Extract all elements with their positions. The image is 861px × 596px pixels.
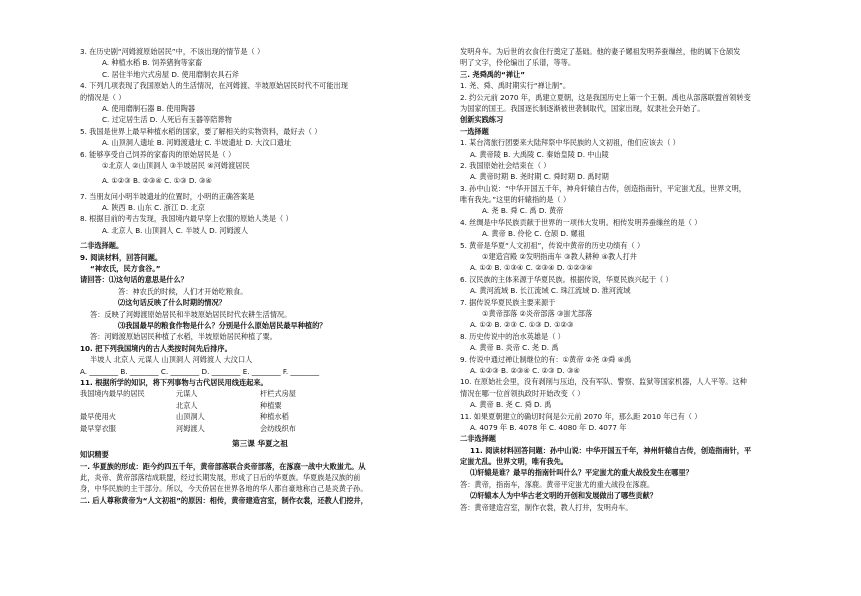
right-line: 唯有我先。”这里的轩辕指的是（ ） xyxy=(460,195,571,205)
match-cell: 河姆渡人 xyxy=(176,423,205,433)
left-lines xyxy=(80,46,440,388)
right-line: 定蚩尤乱。世界文明，唯有我先。 xyxy=(460,457,568,467)
right-line: 2. 我国原始社会结束在（ ） xyxy=(460,160,551,170)
right-line: 为国家的国王。我国逐长制逐渐被世袭制取代，国家出现，奴隶社会开始了。 xyxy=(460,103,705,113)
match-cell: 元谋人 xyxy=(176,389,198,399)
right-line: A. 黄河流域 B. 长江流域 C. 珠江流域 D. 淮河流域 xyxy=(470,286,631,296)
right-line: 8. 历史传说中的治水英雄是（ ） xyxy=(460,331,565,341)
right-line: 10. 在原始社会里，没有剥削与压迫，没有军队、警察、监狱等国家机器，人人平等。这种 xyxy=(460,377,747,387)
right-line: 明了文字，伶伦编出了乐谱，等等。 xyxy=(460,58,576,68)
right-lines xyxy=(460,46,795,513)
right-line: 4. 丝绸是中华民族贡献于世界的一项伟大发明。相传发明养蚕缫丝的是（ ） xyxy=(460,217,702,227)
right-line: ①黄帝部落 ②炎帝部落 ③蚩尤部落 xyxy=(482,308,593,318)
right-line: A. ①②③ B. ②③④ C. ②③ D. ③④ xyxy=(470,365,580,375)
right-line: A. 尧 B. 舜 C. 禹 D. 黄帝 xyxy=(482,206,564,216)
right-line: A. ①② B. ②③ C. ①③ D. ①②③ xyxy=(470,320,574,330)
right-line: 创新实践练习 xyxy=(460,115,504,125)
match-cell: 山顶洞人 xyxy=(176,412,205,422)
left-line: 请回答：⑴这句话的意思是什么？ xyxy=(80,275,188,285)
match-cell: 会纺线织布 xyxy=(260,423,296,433)
right-line: ①建造宫殿 ②发明指南车 ③教人耕种 ④教人打井 xyxy=(482,252,637,262)
left-line: ⑵这句话反映了什么时期的情况？ xyxy=(118,298,226,308)
left-line: A. ________ B. ________ C. ________ D. ________ E. ________ F. ________ xyxy=(80,366,320,376)
right-line: A. 黄帝 B. 伶伦 C. 仓颉 D. 嫘祖 xyxy=(482,229,585,239)
left-line: 答：神农氏的时候，人们才开始吃粮食。 xyxy=(118,286,248,296)
left-line: A. 山顶洞人遗址 B. 河姆渡遗址 C. 半坡遗址 D. 大汶口遗址 xyxy=(102,138,292,148)
right-line: 二非选择题 xyxy=(460,434,496,444)
left-line: C. 居住半地穴式房屋 D. 使用磨制农具石斧 xyxy=(102,69,239,79)
left2-line: 此，炎帝、黄帝部落结成联盟，经过长期发展，形成了日后的华夏族。华夏族是汉族的前 xyxy=(80,473,361,483)
right-line: ⑴轩辕是谁？最早的指南针叫什么？平定蚩尤的重大战役发生在哪里？ xyxy=(470,468,693,478)
left-line: 答：反映了河姆渡原始居民和半坡原始居民时代农耕生活情况。 xyxy=(90,309,292,319)
right-line: 5. 黄帝是华夏“人文初祖”，传说中黄帝的历史功绩有（ ） xyxy=(460,240,645,250)
right-line: 11. 如果夏朝建立的确切时间是公元前 2070 年，那么距 2010 年已有（ ） xyxy=(460,411,702,421)
left-line: 9. 阅读材料，回答问题。 xyxy=(80,252,163,262)
left-line: 6. 能够享受自己饲养的家畜肉的原始居民是（ ） xyxy=(80,149,236,159)
match-cell: 最早穿衣服 xyxy=(80,423,116,433)
left2-line: 第三课 华夏之祖 xyxy=(232,438,288,448)
right-line: 答：黄帝，指南车，涿鹿。黄帝平定蚩尤的重大战役在涿鹿。 xyxy=(460,479,655,489)
right-line: A. 黄帝陵 B. 大禹陵 C. 秦始皇陵 D. 中山陵 xyxy=(470,149,609,159)
right-line: 1. 尧、舜、禹时期实行“禅让制”。 xyxy=(460,81,571,91)
right-line: A. ①② B. ①③④ C. ②③④ D. ①②③④ xyxy=(470,263,593,273)
match-cell: 种植粟 xyxy=(260,400,282,410)
left2-line: 身，中华民族的主干部分。所以，今天侨居在世界各地的华人都自豪地称自己是炎黄子孙。 xyxy=(80,484,368,494)
right-line: 发明舟车。为后世的衣食住行奠定了基础。他的妻子嫘祖发明养蚕缫丝，他的属下仓颉发 xyxy=(460,47,741,56)
left-line: A. 种植水稻 B. 饲养猪狗等家畜 xyxy=(102,58,203,68)
right-line: 11. 阅读材料回答问题：孙中山说：中华开国五千年，神州轩辕自古传，创造指南针，平 xyxy=(470,445,752,455)
right-line: A. 黄帝时期 B. 尧时期 C. 舜时期 D. 禹时期 xyxy=(470,172,609,182)
right-line: 1. 某台湾旅行团要来大陆拜祭中华民族的人文初祖，他们应该去（ ） xyxy=(460,138,680,148)
left-line: A. ①②③ B. ②③④ C. ①③ D. ③④ xyxy=(102,176,212,186)
left-line: 半坡人 北京人 元谋人 山顶洞人 河姆渡人 大汶口人 xyxy=(90,355,253,365)
right-line: 情况在哪一位首领执政时开始改变（ ） xyxy=(460,388,585,398)
right-column xyxy=(460,46,795,513)
left2-line: 知识精要 xyxy=(80,450,109,460)
left-line: C. 过定居生活 D. 人死后有玉器等陪葬物 xyxy=(102,115,232,125)
left-line: ①北京人 ②山顶洞人 ③半坡居民 ④河姆渡居民 xyxy=(102,160,250,170)
left-line: ⑶我国最早的粮食作物是什么？分别是什么原始居民最早种植的？ xyxy=(118,320,327,330)
match-cell: 最早使用火 xyxy=(80,412,116,422)
right-line: A. 4079 年 B. 4078 年 C. 4080 年 D. 4077 年 xyxy=(470,422,627,432)
match-cell xyxy=(80,400,176,411)
right-line: 7. 据传说华夏民族主要来源于 xyxy=(460,297,556,307)
left-line: 3. 在历史剧“河姆渡原始居民”中，不该出现的情节是（ ） xyxy=(80,47,265,56)
right-line: ⑵轩辕本人为中华古老文明的开创和发展做出了哪些贡献？ xyxy=(470,491,657,501)
right-line: A. 黄帝 B. 炎帝 C. 尧 D. 禹 xyxy=(470,343,559,353)
left2-line: 二. 后人尊称黄帝为“人文初祖”的原因：相传，黄帝建造宫室，制作衣裳，还教人们挖井， xyxy=(80,495,368,505)
left-lines-continued xyxy=(80,434,440,506)
right-line: A. 黄帝 B. 尧 C. 舜 D. 禹 xyxy=(470,400,552,410)
left-column xyxy=(80,46,440,506)
match-cell: 杆栏式房屋 xyxy=(260,389,296,399)
left-line: A. 北京人 B. 山顶洞人 C. 半坡人 D. 河姆渡人 xyxy=(102,225,249,235)
left-line: 10. 把下列我国境内的古人类按时间先后排序。 xyxy=(80,343,232,353)
left-line: 5. 我国是世界上最早种植水稻的国家，要了解相关的实物资料，最好去（ ） xyxy=(80,126,322,136)
left-line: A. 陕西 B. 山东 C. 浙江 D. 北京 xyxy=(102,203,205,213)
right-line: 答：黄帝建造宫室，制作衣裳，教人打井，发明舟车。 xyxy=(460,502,633,512)
matching-table xyxy=(80,388,440,434)
left-line: 二非选择题。 xyxy=(80,241,124,251)
match-cell: 种植水稻 xyxy=(260,412,289,422)
right-line: 三. 尧舜禹的“禅让” xyxy=(460,69,525,79)
left-line: A. 使用磨制石器 B. 使用陶器 xyxy=(102,103,196,113)
right-line: 6. 汉民族的主体来源于华夏民族。根据传说，华夏民族兴起于（ ） xyxy=(460,274,673,284)
left-line: 答：河姆渡原始居民种植了水稻，半坡原始居民种植了粟。 xyxy=(90,332,277,342)
right-line: 一选择题 xyxy=(460,126,489,136)
right-line: 2. 约公元前 2070 年，禹建立夏朝，这是我国历史上第一个王朝。禹也从部落联盟首领转变 xyxy=(460,92,751,102)
right-line: 3. 孙中山说：“中华开国五千年，神舟轩辕自古传，创造指南针，平定蚩尤乱，世界文明， xyxy=(460,183,746,193)
left-line: 4. 下列几项表现了我国原始人的生活情况，在河姆渡、半坡原始居民时代不可能出现 xyxy=(80,81,348,91)
left-line: “神农氏，民方食谷。” xyxy=(90,264,161,274)
left-line: 11. 根据所学的知识，将下列事物与古代居民用线连起来。 xyxy=(80,377,268,387)
match-cell: 我国境内最早的居民 xyxy=(80,389,145,399)
left-line: 7. 当朋友问小明半坡遗址的位置时，小明的正确答案是 xyxy=(80,191,255,201)
left-line: 8. 根据目前的考古发现，我国境内最早穿上衣服的原始人类是（ ） xyxy=(80,214,293,224)
left-line: 的情况是（ ） xyxy=(80,92,126,102)
left2-line: 一. 华夏族的形成：距今约四五千年，黄帝部落联合炎帝部落，在涿鹿一战中大败蚩尤。从 xyxy=(80,461,366,471)
match-cell: 北京人 xyxy=(176,400,198,410)
right-line: 9. 传说中通过禅让制继位的有：①黄帝 ②尧 ③舜 ④禹 xyxy=(460,354,632,364)
